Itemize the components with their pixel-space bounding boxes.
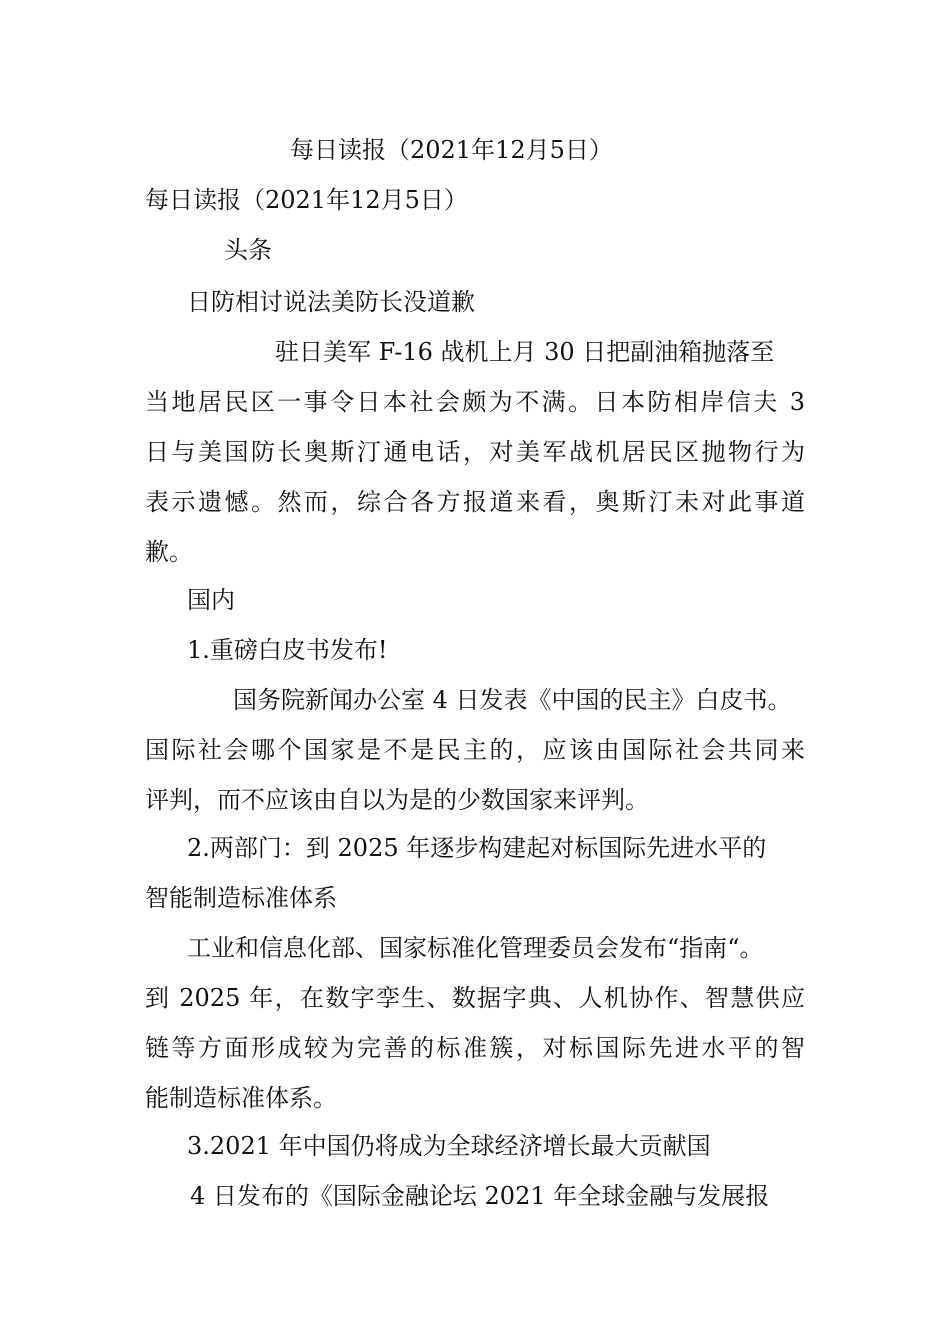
- headline-paragraph-line: 当地居民区一事令日本社会颇为不满。日本防相岸信夫 3: [145, 388, 805, 416]
- item-2-paragraph-line: 工业和信息化部、国家标准化管理委员会发布“指南“。: [187, 934, 764, 962]
- item-2-paragraph-line: 链等方面形成较为完善的标准簇，对标国际先进水平的智: [145, 1034, 805, 1062]
- headline-paragraph-line: 表示遗憾。然而，综合各方报道来看，奥斯汀未对此事道: [145, 488, 805, 516]
- item-2-paragraph-line: 能制造标准体系。: [145, 1084, 337, 1112]
- document-subtitle: 每日读报（2021年12月5日）: [145, 186, 468, 214]
- section-heading-domestic: 国内: [187, 586, 235, 614]
- section-heading-headline: 头条: [224, 236, 272, 264]
- item-1-paragraph-line: 评判，而不应该由自以为是的少数国家来评判。: [145, 786, 649, 814]
- item-3-paragraph-line: 4 日发布的《国际金融论坛 2021 年全球金融与发展报: [190, 1182, 770, 1210]
- item-2-paragraph-line: 到 2025 年，在数字孪生、数据字典、人机协作、智慧供应: [145, 984, 805, 1012]
- headline-paragraph-line: 日与美国防长奥斯汀通电话，对美军战机居民区抛物行为: [145, 438, 805, 466]
- item-3-title: 3.2021 年中国仍将成为全球经济增长最大贡献国: [187, 1132, 711, 1160]
- item-1-paragraph-line: 国务院新闻办公室 4 日发表《中国的民主》白皮书。: [233, 686, 792, 714]
- headline-paragraph-line: 歉。: [145, 538, 193, 566]
- headline-paragraph-line: 驻日美军 F-16 战机上月 30 日把副油箱抛落至: [275, 338, 775, 366]
- item-2-title-line: 2.两部门：到 2025 年逐步构建起对标国际先进水平的: [187, 834, 767, 862]
- item-1-title: 1.重磅白皮书发布!: [187, 636, 388, 664]
- headline-title: 日防相讨说法美防长没道歉: [187, 288, 475, 316]
- item-2-title-line: 智能制造标准体系: [145, 884, 337, 912]
- item-1-paragraph-line: 国际社会哪个国家是不是民主的，应该由国际社会共同来: [145, 736, 805, 764]
- document-title: 每日读报（2021年12月5日）: [290, 136, 613, 164]
